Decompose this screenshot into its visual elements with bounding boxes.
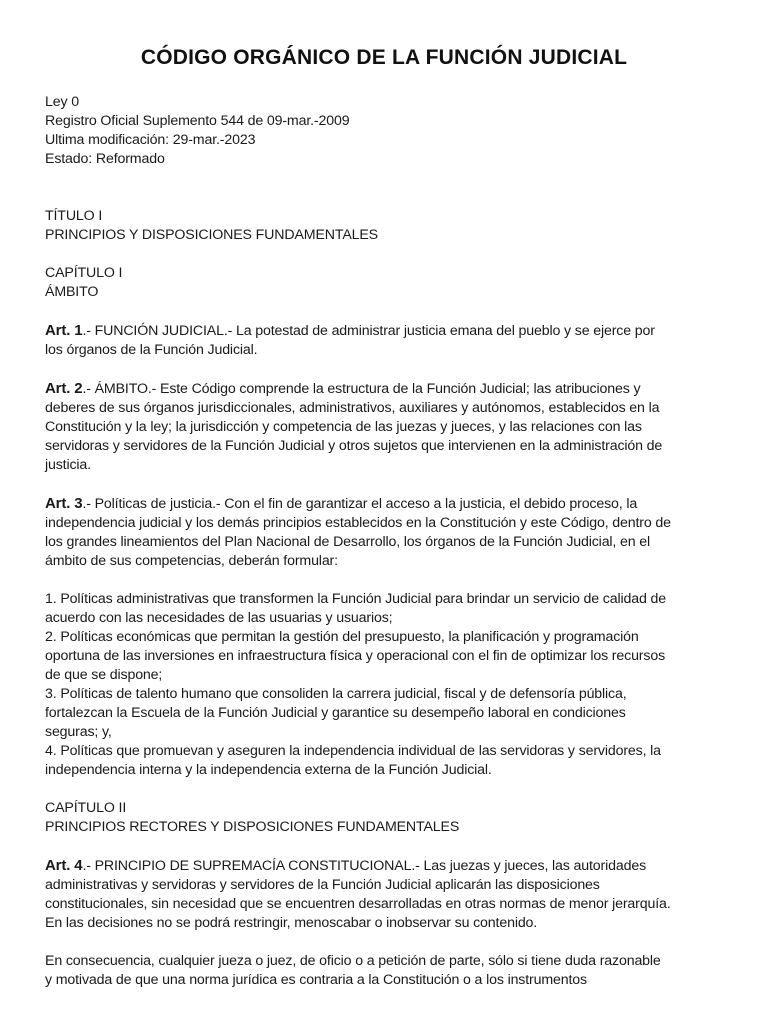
article-3-line-2: independencia judicial y los demás principios establecidos en la Constitución y este Código, dentro de [45, 515, 671, 531]
chapter-2-name: PRINCIPIOS RECTORES Y DISPOSICIONES FUNDAMENTALES [45, 819, 460, 835]
list-line-6: 3. Políticas de talento humano que consoliden la carrera judicial, fiscal y de defensoría pública, [45, 686, 627, 702]
chapter-2-label: CAPÍTULO II [45, 800, 127, 816]
title-label: TÍTULO I [45, 208, 103, 224]
list-line-2: acuerdo con las necesidades de las usuarias y usuarios; [45, 610, 393, 626]
final-paragraph-line-1: En consecuencia, cualquier jueza o juez, de oficio o a petición de parte, sólo si tiene duda razonable [45, 953, 661, 969]
article-4-line-3: constitucionales, sin necesidad que se encuentren desarrolladas en otras normas de menor jerarquía. [45, 896, 671, 912]
status: Estado: Reformado [45, 151, 165, 167]
chapter-1-label: CAPÍTULO I [45, 265, 123, 281]
list-line-4: oportuna de las inversiones en infraestructura física y operacional con el fin de optimizar los recursos [45, 648, 666, 664]
article-2-line-3: Constitución y la ley; la jurisdicción y competencia de las juezas y jueces, y las relaciones con las [45, 419, 642, 435]
article-1-line-2: los órganos de la Función Judicial. [45, 342, 258, 358]
list-line-7: fortalezcan la Escuela de la Función Judicial y garantice su desempeño laboral en condiciones [45, 705, 626, 721]
article-1-line-1: Art. 1.- FUNCIÓN JUDICIAL.- La potestad de administrar justicia emana del pueblo y se ejerce por [45, 322, 655, 339]
list-line-10: independencia interna y la independencia externa de la Función Judicial. [45, 762, 492, 778]
law-number: Ley 0 [45, 94, 79, 110]
chapter-1-name: ÁMBITO [45, 284, 99, 300]
article-3-line-3: los grandes lineamientos del Plan Nacional de Desarrollo, los órganos de la Función Judicial, en el [45, 534, 651, 550]
document-body [45, 93, 725, 990]
article-3-line-1: Art. 3.- Políticas de justicia.- Con el fin de garantizar el acceso a la justicia, el debido proceso, la [45, 495, 638, 512]
title-name: PRINCIPIOS Y DISPOSICIONES FUNDAMENTALES [45, 227, 378, 243]
article-2-line-1: Art. 2.- ÁMBITO.- Este Código comprende la estructura de la Función Judicial; las atribuciones y [45, 380, 641, 397]
list-line-9: 4. Políticas que promuevan y aseguren la independencia individual de las servidoras y servidores, la [45, 743, 661, 759]
article-3-label: Art. 3 [45, 495, 83, 512]
document-title: CÓDIGO ORGÁNICO DE LA FUNCIÓN JUDICIAL [140, 46, 628, 69]
official-registry: Registro Oficial Suplemento 544 de 09-mar.-2009 [45, 113, 350, 129]
final-paragraph-line-2: y motivada de que una norma jurídica es contraria a la Constitución o a los instrumentos [45, 972, 587, 988]
list-line-1: 1. Políticas administrativas que transformen la Función Judicial para brindar un servicio de calidad de [45, 591, 666, 607]
article-4-label: Art. 4 [45, 857, 83, 874]
article-1-label: Art. 1 [45, 322, 83, 339]
article-2-line-2: deberes de sus órganos jurisdiccionales, administrativos, auxiliares y autónomos, establecidos en la [45, 400, 660, 416]
article-2-line-5: justicia. [45, 457, 91, 473]
list-line-3: 2. Políticas económicas que permitan la gestión del presupuesto, la planificación y programación [45, 629, 639, 645]
article-4-line-4: En las decisiones no se podrá restringir, menoscabar o inobservar su contenido. [45, 915, 538, 931]
article-4-line-2: administrativas y servidoras y servidores de la Función Judicial aplicarán las disposiciones [45, 877, 600, 893]
article-4-line-1: Art. 4.- PRINCIPIO DE SUPREMACÍA CONSTITUCIONAL.- Las juezas y jueces, las autoridades [45, 857, 647, 874]
last-modification: Ultima modificación: 29-mar.-2023 [45, 132, 256, 148]
list-line-8: seguras; y, [45, 724, 112, 740]
article-2-label: Art. 2 [45, 380, 83, 397]
article-3-line-4: ámbito de sus competencias, deberán formular: [45, 553, 338, 569]
article-2-line-4: servidoras y servidores de la Función Judicial y otros sujetos que intervienen en la administración de [45, 438, 663, 454]
list-line-5: de que se dispone; [45, 667, 163, 683]
